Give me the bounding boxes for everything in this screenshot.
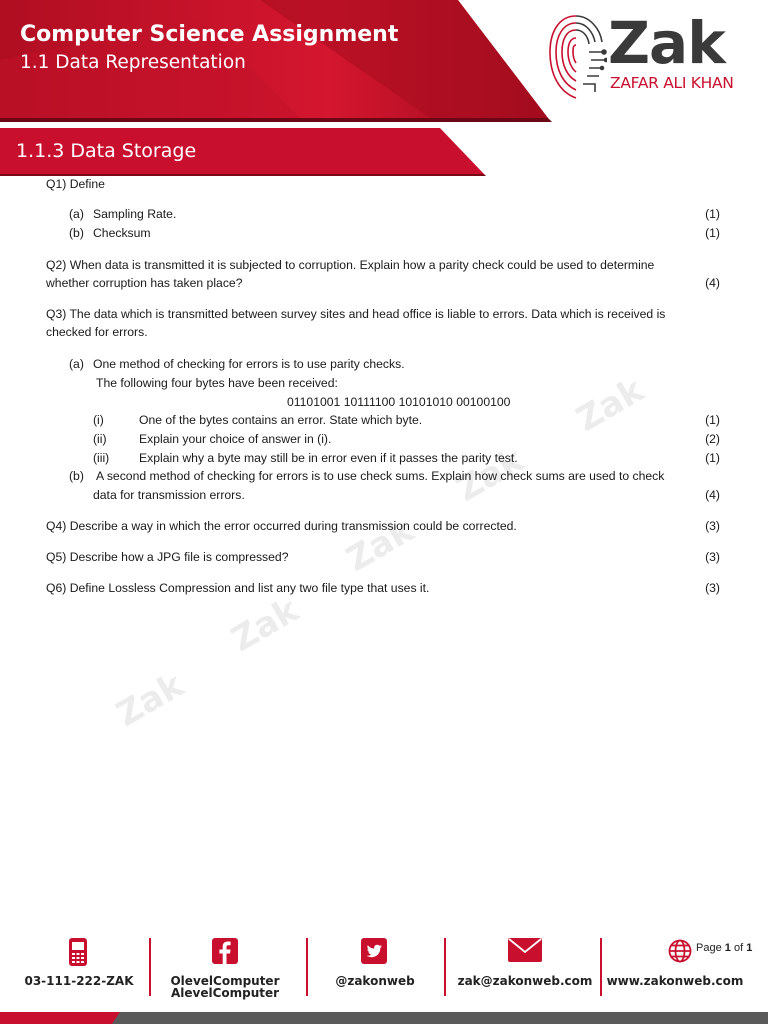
page-prefix: Page [696, 942, 722, 954]
q6-marks: (3) [705, 581, 720, 595]
q5-text: Q5) Describe how a JPG file is compressed? [46, 550, 289, 564]
section-title: 1.1.3 Data Storage [16, 140, 197, 162]
footer-twitter-handle[interactable]: @zakonweb [335, 974, 415, 988]
footer-facebook-line2[interactable]: AlevelComputer [170, 986, 280, 1000]
q3-a-ii-text: Explain your choice of answer in (i). [139, 432, 332, 446]
q2-text-line2: whether corruption has taken place? [46, 276, 243, 290]
q3-a-text-line1: One method of checking for errors is to use parity checks. [93, 357, 405, 371]
q3-b-label: (b) [69, 469, 84, 483]
q6-text: Q6) Define Lossless Compression and list any two file type that uses it. [46, 581, 430, 595]
phone-icon [68, 938, 88, 966]
q3-a-i-marks: (1) [705, 413, 720, 427]
topic-subtitle: 1.1 Data Representation [20, 52, 246, 73]
footer-email[interactable]: zak@zakonweb.com [457, 974, 593, 988]
footer-divider [444, 938, 446, 996]
watermark: Zak [449, 440, 531, 510]
q3-b-text-line1: A second method of checking for errors is to use check sums. Explain how check sums are used to check [96, 469, 665, 483]
page-indicator [696, 942, 752, 954]
q3-a-ii-marks: (2) [705, 432, 720, 446]
q3-b-text-line2: data for transmission errors. [93, 488, 245, 502]
q1-text: Q1) Define [46, 177, 105, 191]
watermark: Zak [224, 590, 306, 660]
q1-a-marks: (1) [705, 207, 720, 221]
assignment-title: Computer Science Assignment [20, 22, 399, 47]
watermark: Zak [109, 665, 191, 735]
q5-marks: (3) [705, 550, 720, 564]
q3-a-text-line2: The following four bytes have been received: [96, 376, 338, 390]
q1-a-label: (a) [69, 207, 84, 221]
footer-website[interactable]: www.zakonweb.com [606, 974, 744, 988]
facebook-icon [212, 938, 238, 964]
q4-marks: (3) [705, 519, 720, 533]
footer-divider [306, 938, 308, 996]
watermark: Zak [569, 370, 651, 440]
q3-a-i-text: One of the bytes contains an error. State which byte. [139, 413, 423, 427]
q2-marks: (4) [705, 276, 720, 290]
twitter-icon [361, 938, 387, 964]
q3-a-ii-label: (ii) [93, 432, 107, 446]
q1-b-text: Checksum [93, 226, 151, 240]
logo-wordmark: Zak [608, 9, 725, 77]
email-icon [508, 938, 542, 962]
q3-text-line2: checked for errors. [46, 325, 148, 339]
logo-name: ZAFAR ALI KHAN [610, 74, 734, 92]
page-total: 1 [746, 942, 753, 954]
q4-text: Q4) Describe a way in which the error occurred during transmission could be corrected. [46, 519, 517, 533]
q3-a-iii-label: (iii) [93, 451, 110, 465]
q3-b-marks: (4) [705, 488, 720, 502]
footer-divider [600, 938, 602, 996]
q3-a-label: (a) [69, 357, 84, 371]
q3-text-line1: Q3) The data which is transmitted between survey sites and head office is liable to errors. Data which is received is [46, 307, 666, 321]
page-number: 1 [724, 942, 731, 954]
q2-text-line1: Q2) When data is transmitted it is subjected to corruption. Explain how a parity check could be used to determine [46, 258, 655, 272]
globe-icon [668, 939, 692, 963]
footer-divider [149, 938, 151, 996]
fingerprint-icon [545, 8, 607, 104]
page-of: of [733, 942, 744, 954]
q1-b-label: (b) [69, 226, 84, 240]
footer-facebook-line1[interactable]: OlevelComputer [170, 974, 280, 988]
footer-phone[interactable]: 03-111-222-ZAK [24, 974, 134, 988]
q3-a-iii-marks: (1) [705, 451, 720, 465]
watermark: Zak [339, 510, 421, 580]
q3-a-i-label: (i) [93, 413, 104, 427]
q1-b-marks: (1) [705, 226, 720, 240]
q3-a-iii-text: Explain why a byte may still be in error even if it passes the parity test. [139, 451, 518, 465]
q1-a-text: Sampling Rate. [93, 207, 177, 221]
footer-bar [0, 1012, 768, 1024]
received-bytes: 01101001 10111100 10101010 00100100 [287, 395, 511, 409]
